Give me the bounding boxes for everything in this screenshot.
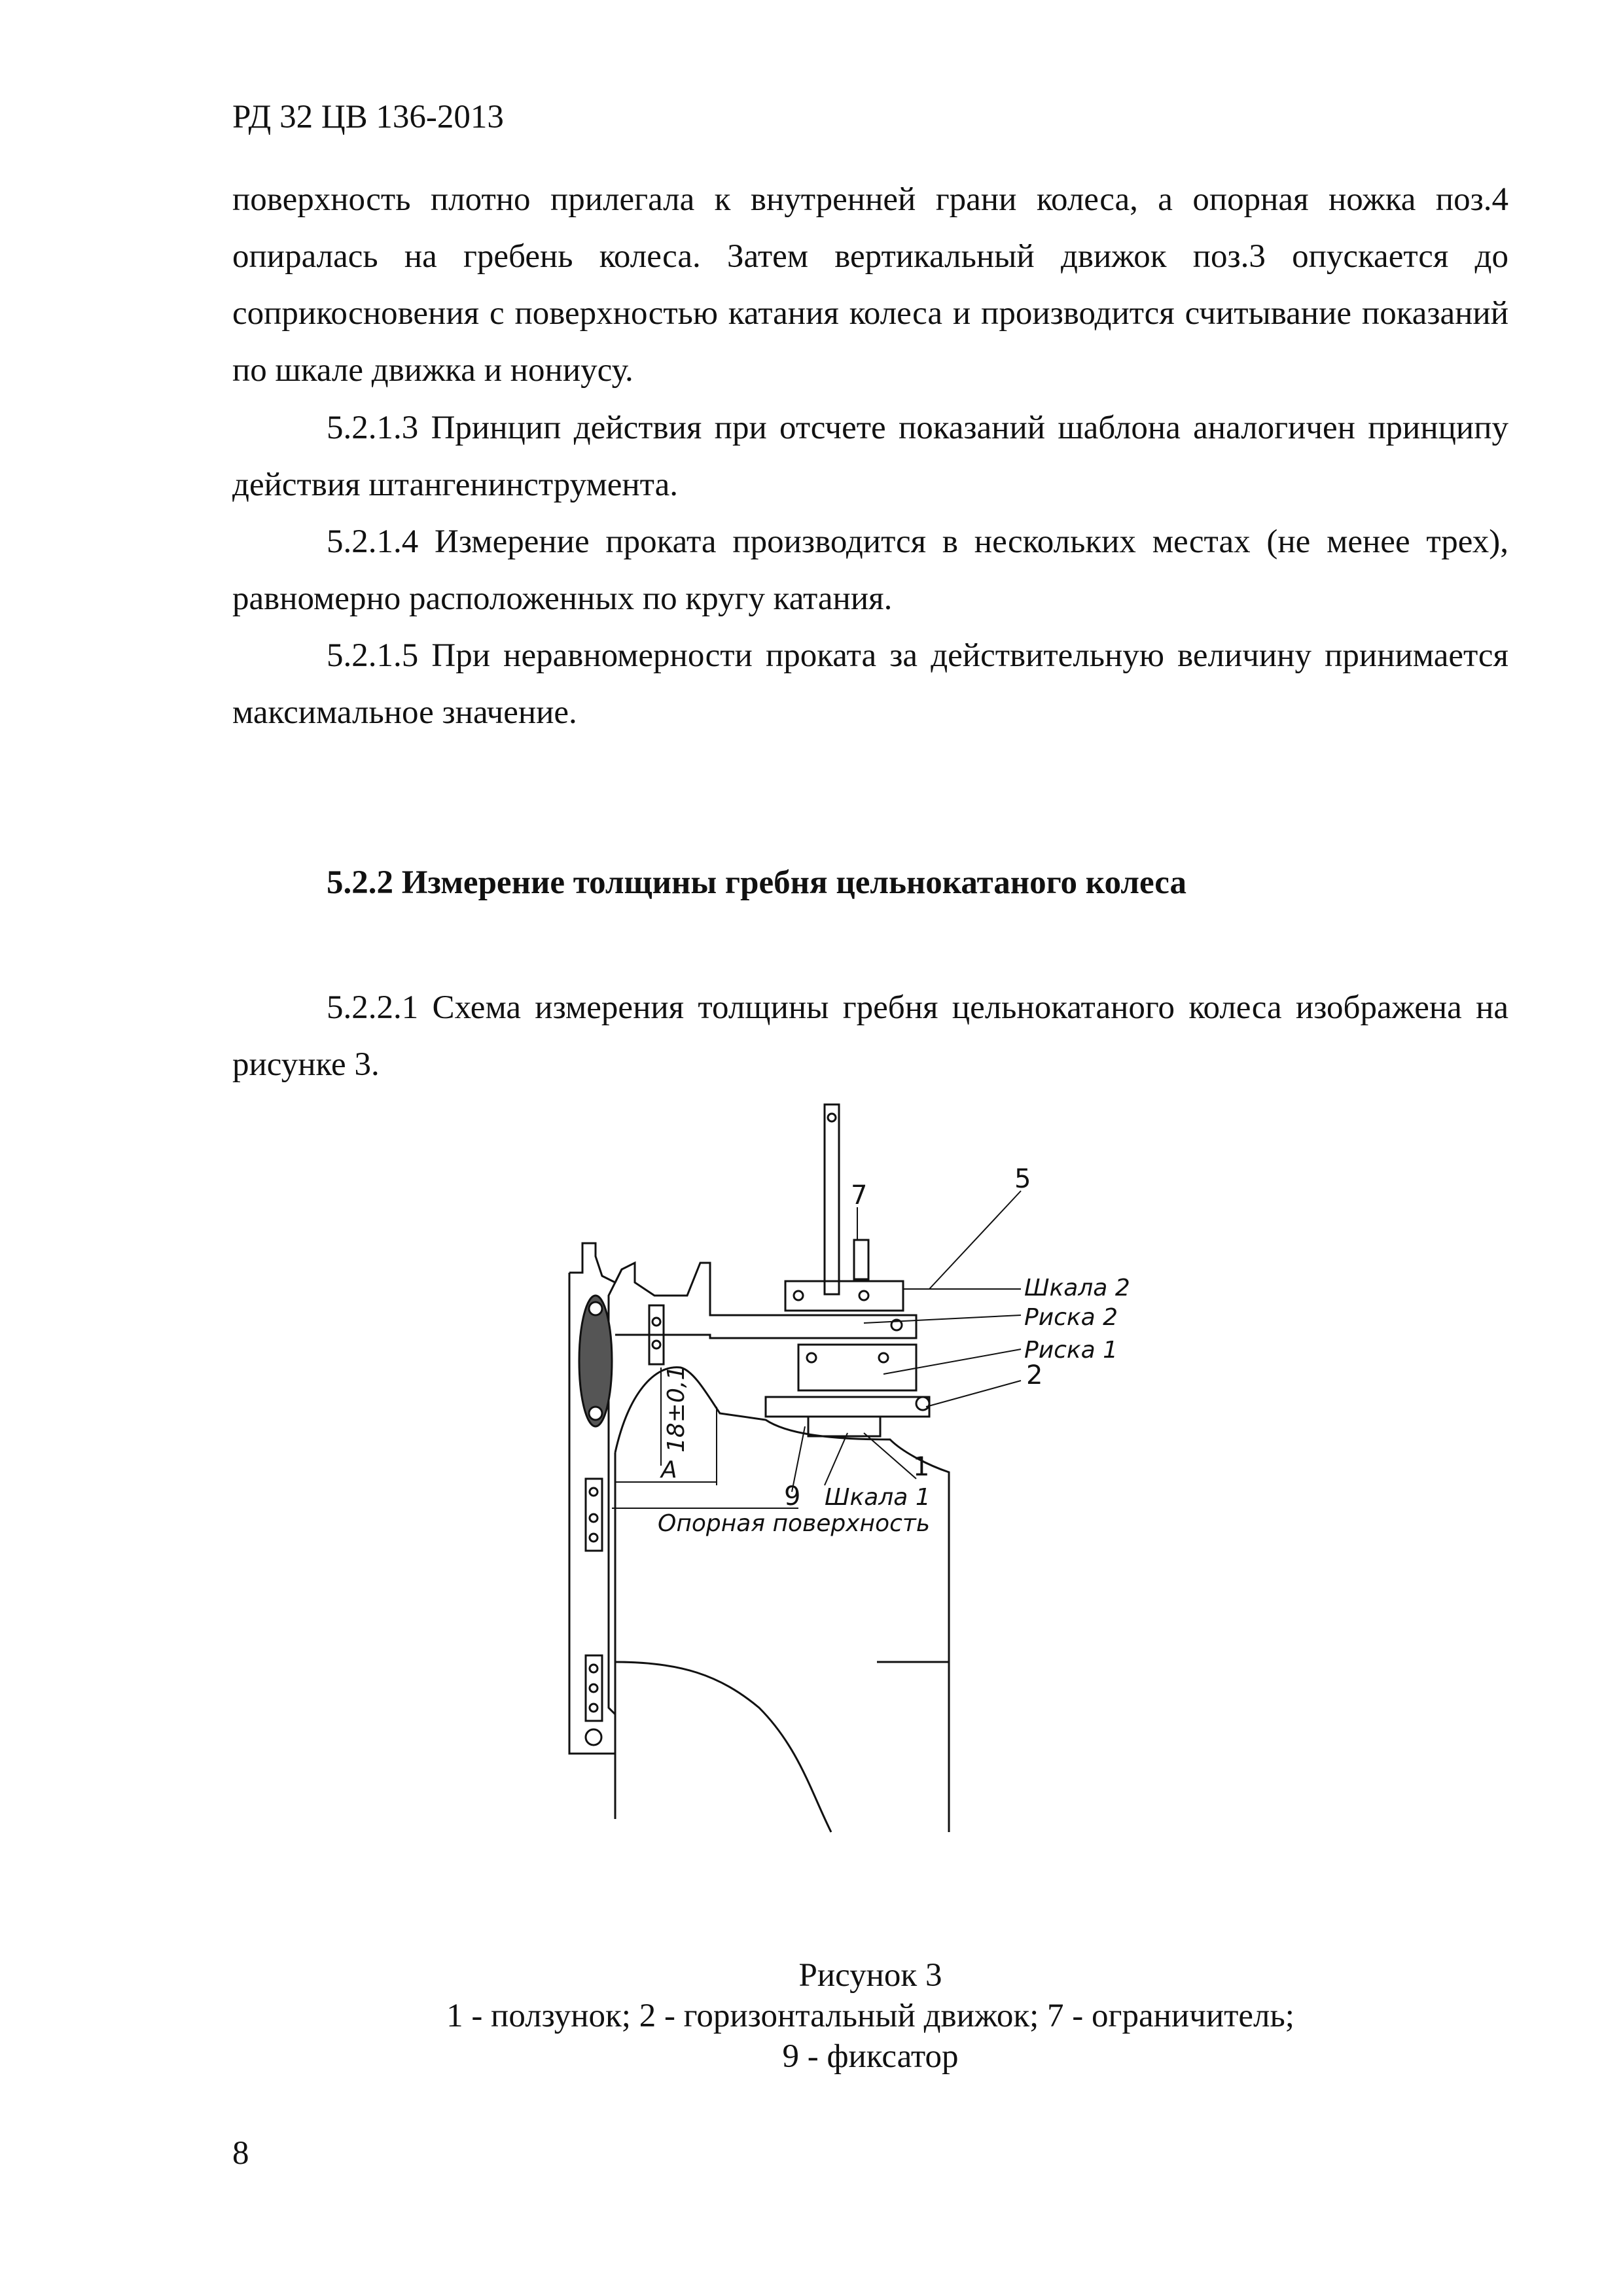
label-riska-2: Риска 2 — [1024, 1304, 1118, 1331]
label-9: 9 — [784, 1481, 801, 1511]
paragraph-5-2-1-3: 5.2.1.3 Принцип действия при отсчете показаний шаблона аналогичен принципу действия штангенинструмента. — [232, 410, 1508, 503]
label-dimension-a: А — [661, 1457, 677, 1483]
section-heading-5-2-2: 5.2.2 Измерение толщины гребня цельнокатаного колеса — [327, 864, 1186, 901]
label-opornaya-poverkhnost: Опорная поверхность — [658, 1510, 931, 1537]
vertical-rod — [825, 1104, 839, 1294]
label-7: 7 — [851, 1180, 868, 1210]
label-shkala-1: Шкала 1 — [825, 1484, 931, 1511]
paragraph-5-2-1-4: 5.2.1.4 Измерение проката производится в нескольких местах (не менее трех), равномерно расположенных по кругу катания. — [232, 523, 1508, 617]
label-5: 5 — [1014, 1164, 1031, 1194]
figure-caption-title: Рисунок 3 — [798, 1957, 942, 1994]
slider-1 — [798, 1345, 916, 1390]
horizontal-slider-2 — [766, 1397, 929, 1417]
label-dimension-18: 18±0,1 — [663, 1365, 690, 1453]
figure-caption-line-1: 1 - ползунок; 2 - горизонтальный движок; 7 - ограничитель; — [446, 1998, 1294, 2034]
figure-3-drawing — [550, 1099, 1130, 1845]
label-shkala-2: Шкала 2 — [1024, 1275, 1130, 1301]
paragraph-5-2-1-5: 5.2.1.5 При неравномерности проката за действительную величину принимается максимальное значение. — [232, 637, 1508, 731]
page-number: 8 — [232, 2135, 249, 2172]
paragraph-5-2-2-1: 5.2.2.1 Схема измерения толщины гребня цельнокатаного колеса изображена на рисунке 3. — [232, 989, 1508, 1083]
figure-caption-line-2: 9 - фиксатор — [782, 2038, 959, 2075]
label-2: 2 — [1026, 1360, 1043, 1390]
label-riska-1: Риска 1 — [1024, 1337, 1118, 1364]
label-1: 1 — [913, 1452, 930, 1482]
document-code-header: РД 32 ЦВ 136-2013 — [232, 99, 504, 135]
paragraph-continuation: поверхность плотно прилегала к внутренней грани колеса, а опорная ножка поз.4 опиралась на гребень колеса. Затем вертикальный движок поз.3 опускается до соприкосновения с поверхностью катания колеса и производится считывание показаний по шкале движка и нониусу. — [232, 181, 1508, 389]
